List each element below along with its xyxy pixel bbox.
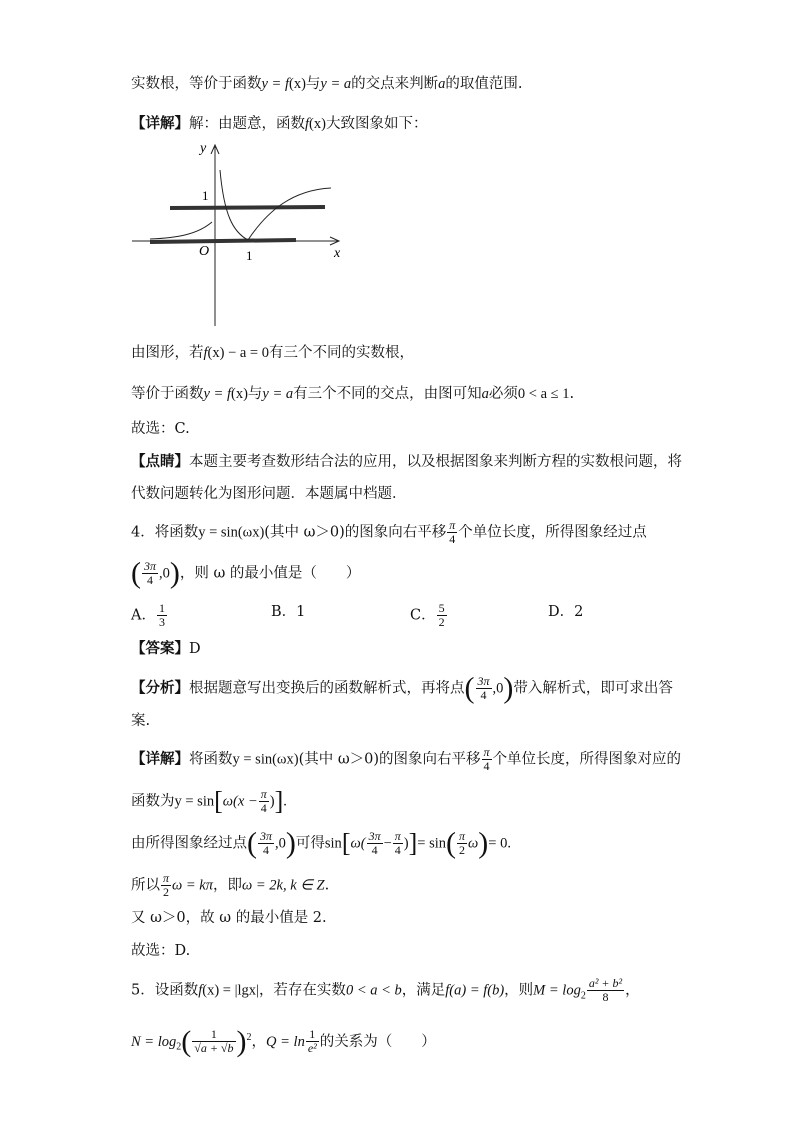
- question-4-stem-cont: ( $\frac{3\pi}{4}$ ,0)，则 ω 的最小值是（ ）: [131, 556, 361, 590]
- answer-line: 【答案】D: [131, 640, 201, 657]
- solution-line: 所以 $\frac{\pi}{2}$ ω = kπ，即ω = 2k, k ∈ Z.: [131, 871, 330, 899]
- fraction: $\frac{\pi}{4}$: [449, 518, 456, 546]
- fraction: $\frac{3\pi}{4}$: [260, 829, 273, 857]
- analysis-line: 【分析】根据题意写出变换后的函数解析式，再将点( $\frac{3\pi}{4}$ ,0)带入解析式，即可求出答: [131, 671, 673, 705]
- question-5-stem: 5．设函数f(x) = |lgx|，若存在实数0 < a < b，满足f(a) = f(b)，则$M = \log_2$ $\frac{\text{a² + b²}}{8}$ ，: [131, 976, 640, 1004]
- function-graph: [128, 140, 353, 330]
- curve-right-increasing: [248, 188, 331, 240]
- x-axis-label: x: [334, 246, 341, 261]
- solution-line: 【详解】将函数y = sin(ωx)(其中 ω＞0)的图象向右平移 $\frac{\pi}{4}$ 个单位长度，所得图象对应的: [131, 745, 682, 773]
- question-4-stem: 4．将函数y = sin(ωx)(其中 ω＞0)的图象向右平移 $\frac{\pi}{4}$ 个单位长度，所得图象经过点: [131, 518, 647, 546]
- solution-line: 又 ω＞0，故 ω 的最小值是 2.: [131, 910, 327, 926]
- text-line: 由图形，若f(x) − a = 0有三个不同的实数根，: [131, 345, 414, 361]
- section-tag: 【答案】: [131, 640, 189, 657]
- line-y-equals-1: [170, 207, 325, 208]
- option-b[interactable]: B．1: [271, 604, 306, 620]
- solution-line: 由所得图象经过点( $\frac{3\pi}{4}$ ,0)可得sin[ω( $\frac{3\pi}{4}$ − $\frac{\pi}{4}$ )]= sin( $\frac{\pi}{2}$ ω)= 0.: [131, 826, 511, 860]
- text-line: 【点睛】本题主要考查数形结合法的应用，以及根据图象来判断方程的实数根问题，将: [131, 453, 682, 470]
- solution-line: 故选：D.: [131, 943, 191, 959]
- fraction: $\frac{3\pi}{4}$: [368, 829, 381, 857]
- fraction: $\frac{\pi}{4}$: [394, 829, 401, 857]
- section-tag: 【详解】: [131, 750, 189, 768]
- text-line: 等价于函数y = f(x)与y = a有三个不同的交点，由图可知a必须0 < a ≤ 1.: [131, 386, 575, 402]
- fraction: $\frac{5}{2}$: [438, 601, 445, 629]
- text-line: 代数问题转化为图形问题．本题属中档题．: [131, 486, 407, 502]
- curve-left: [150, 222, 212, 239]
- analysis-line: 案.: [131, 713, 151, 729]
- text-line: 【详解】解：由题意，函数f(x)大致图象如下：: [131, 115, 428, 132]
- origin-label: O: [199, 244, 210, 259]
- fraction: $\frac{1}{3}$: [158, 601, 165, 629]
- question-5-stem-cont: $N = \log_2$( $\frac{1}{√a + √b}$ )$^2$，Q = ln $\frac{1}{\text{e²}}$ 的关系为（ ）: [131, 1024, 436, 1058]
- x-tick-label: 1: [246, 248, 253, 263]
- section-tag: 【详解】: [131, 115, 189, 132]
- text-line: 实数根，等价于函数y = f(x)与y = a的交点来判断a的取值范围.: [131, 76, 523, 92]
- line-y-equals-0: [150, 240, 296, 242]
- option-d[interactable]: D．2: [548, 604, 584, 620]
- fraction: $\frac{\pi}{2}$: [163, 871, 170, 899]
- curve-right-decreasing: [220, 170, 248, 240]
- option-c[interactable]: C． $\frac{5}{2}$: [410, 601, 445, 629]
- fraction: $\frac{1}{\text{e²}}$: [307, 1027, 317, 1056]
- option-a[interactable]: A． $\frac{1}{3}$: [131, 601, 165, 629]
- section-tag: 【分析】: [131, 679, 189, 697]
- y-tick-label: 1: [202, 188, 209, 203]
- fraction: $\frac{\text{a² + b²}}{8}$: [588, 976, 623, 1004]
- fraction: $\frac{\pi}{2}$: [459, 829, 466, 857]
- fraction: $\frac{\pi}{4}$: [483, 745, 490, 773]
- text-line: 故选：C.: [131, 421, 190, 437]
- y-axis-label: y: [200, 141, 207, 156]
- fraction: $\frac{3\pi}{4}$: [144, 559, 157, 587]
- section-tag: 【点睛】: [131, 453, 189, 470]
- fraction: $\frac{\pi}{4}$: [260, 787, 267, 815]
- fraction: $\frac{1}{√a + √b}$: [194, 1027, 234, 1056]
- solution-line: 函数为y = sin[ω(x − $\frac{\pi}{4}$ )].: [131, 786, 287, 816]
- fraction: $\frac{3\pi}{4}$: [477, 674, 490, 702]
